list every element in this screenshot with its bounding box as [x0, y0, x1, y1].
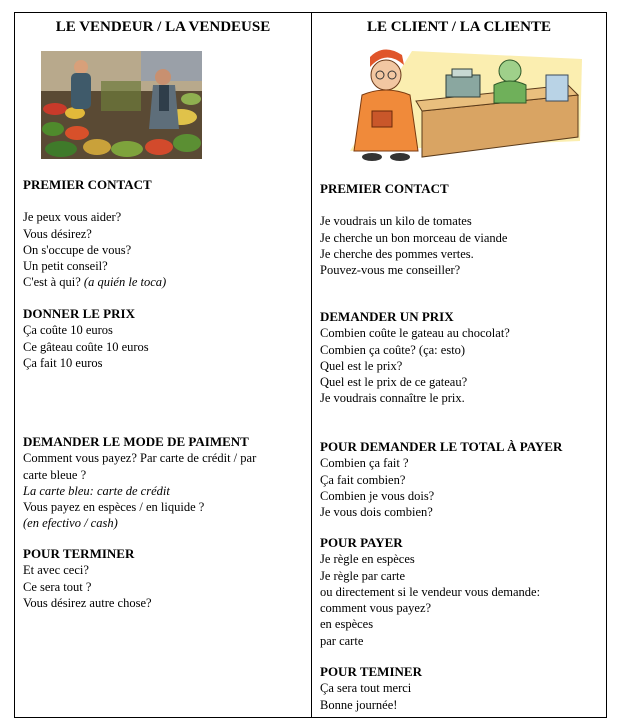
phrase-line: comment vous payez? — [320, 601, 432, 616]
vendeur-section-terminer — [23, 546, 152, 611]
client-section-teminer — [320, 664, 422, 713]
vendeur-section-paiment — [23, 434, 256, 532]
phrase-line: Je peux vous aider? — [23, 210, 122, 225]
phrase-line: Et avec ceci? — [23, 563, 89, 578]
phrase-line: Ça coûte 10 euros — [23, 323, 113, 338]
phrase-line: en espèces — [320, 617, 374, 632]
vendeur-column — [15, 13, 312, 718]
phrase-line — [23, 274, 166, 290]
translation-note: (en efectivo / cash) — [23, 516, 118, 531]
vendeur-section-prix — [23, 306, 149, 371]
vendeur-section-contact — [23, 177, 166, 291]
market-stall-photo — [41, 51, 202, 159]
phrase-line: Vous désirez? — [23, 226, 92, 241]
phrase-line: par carte — [320, 633, 364, 648]
phrase-line: Je vous dois combien? — [320, 505, 433, 520]
phrase-line: Ça fait 10 euros — [23, 355, 103, 370]
phrase-line: Vous payez en espèces / en liquide ? — [23, 500, 205, 515]
client-section-payer — [320, 535, 540, 649]
client-column — [312, 13, 607, 718]
client-section-contact — [320, 181, 507, 278]
phrase-line: Ce gâteau coûte 10 euros — [23, 339, 149, 354]
translation-note: La carte bleu: carte de crédit — [23, 483, 170, 498]
phrase-line: Ça sera tout merci — [320, 681, 412, 696]
section-title: DONNER LE PRIX — [23, 306, 135, 321]
phrase-line: Combien ça coûte? (ça: esto) — [320, 342, 466, 357]
vocab-table — [14, 12, 607, 718]
phrase-line: Combien ça fait ? — [320, 456, 409, 471]
section-title: DEMANDER LE MODE DE PAIMENT — [23, 434, 249, 449]
phrase-line: carte bleue ? — [23, 467, 87, 482]
phrase-line: Je cherche un bon morceau de viande — [320, 230, 508, 245]
phrase-line: Je règle en espèces — [320, 552, 415, 567]
phrase-line: Je cherche des pommes vertes. — [320, 246, 474, 261]
phrase-line: Ça fait combien? — [320, 472, 406, 487]
phrase-line: Ce sera tout ? — [23, 579, 92, 594]
phrase-line: Combien je vous dois? — [320, 488, 435, 503]
phrase-line: ou directement si le vendeur vous demande: — [320, 584, 541, 599]
translation-note: (a quién le toca) — [83, 275, 167, 290]
phrase-line: Je voudrais un kilo de tomates — [320, 214, 472, 229]
phrase-text: C'est à qui? — [23, 275, 81, 290]
section-title: POUR DEMANDER LE TOTAL À PAYER — [320, 439, 563, 454]
section-title: POUR TERMINER — [23, 546, 135, 561]
section-title: POUR PAYER — [320, 535, 403, 550]
section-title: POUR TEMINER — [320, 664, 422, 679]
section-title: DEMANDER UN PRIX — [320, 309, 454, 324]
phrase-line: Vous désirez autre chose? — [23, 595, 152, 610]
client-header: LE CLIENT / LA CLIENTE — [367, 19, 551, 35]
phrase-line: Je règle par carte — [320, 568, 406, 583]
section-title: PREMIER CONTACT — [320, 181, 449, 196]
phrase-line: Un petit conseil? — [23, 259, 108, 274]
phrase-line: Quel est le prix? — [320, 358, 403, 373]
phrase-line: On s'occupe de vous? — [23, 242, 132, 257]
phrase-line: Bonne journée! — [320, 697, 398, 712]
shop-cartoon-illustration — [342, 41, 582, 167]
phrase-line: Combien coûte le gateau au chocolat? — [320, 326, 510, 341]
phrase-line: Je voudrais connaître le prix. — [320, 391, 465, 406]
phrase-line: Pouvez-vous me conseiller? — [320, 263, 461, 278]
phrase-line: Quel est le prix de ce gateau? — [320, 375, 468, 390]
vendeur-header: LE VENDEUR / LA VENDEUSE — [55, 19, 271, 35]
client-section-prix — [320, 309, 510, 407]
phrase-line: Comment vous payez? Par carte de crédit / par — [23, 451, 257, 466]
section-title: PREMIER CONTACT — [23, 177, 152, 192]
client-section-total — [320, 439, 562, 520]
